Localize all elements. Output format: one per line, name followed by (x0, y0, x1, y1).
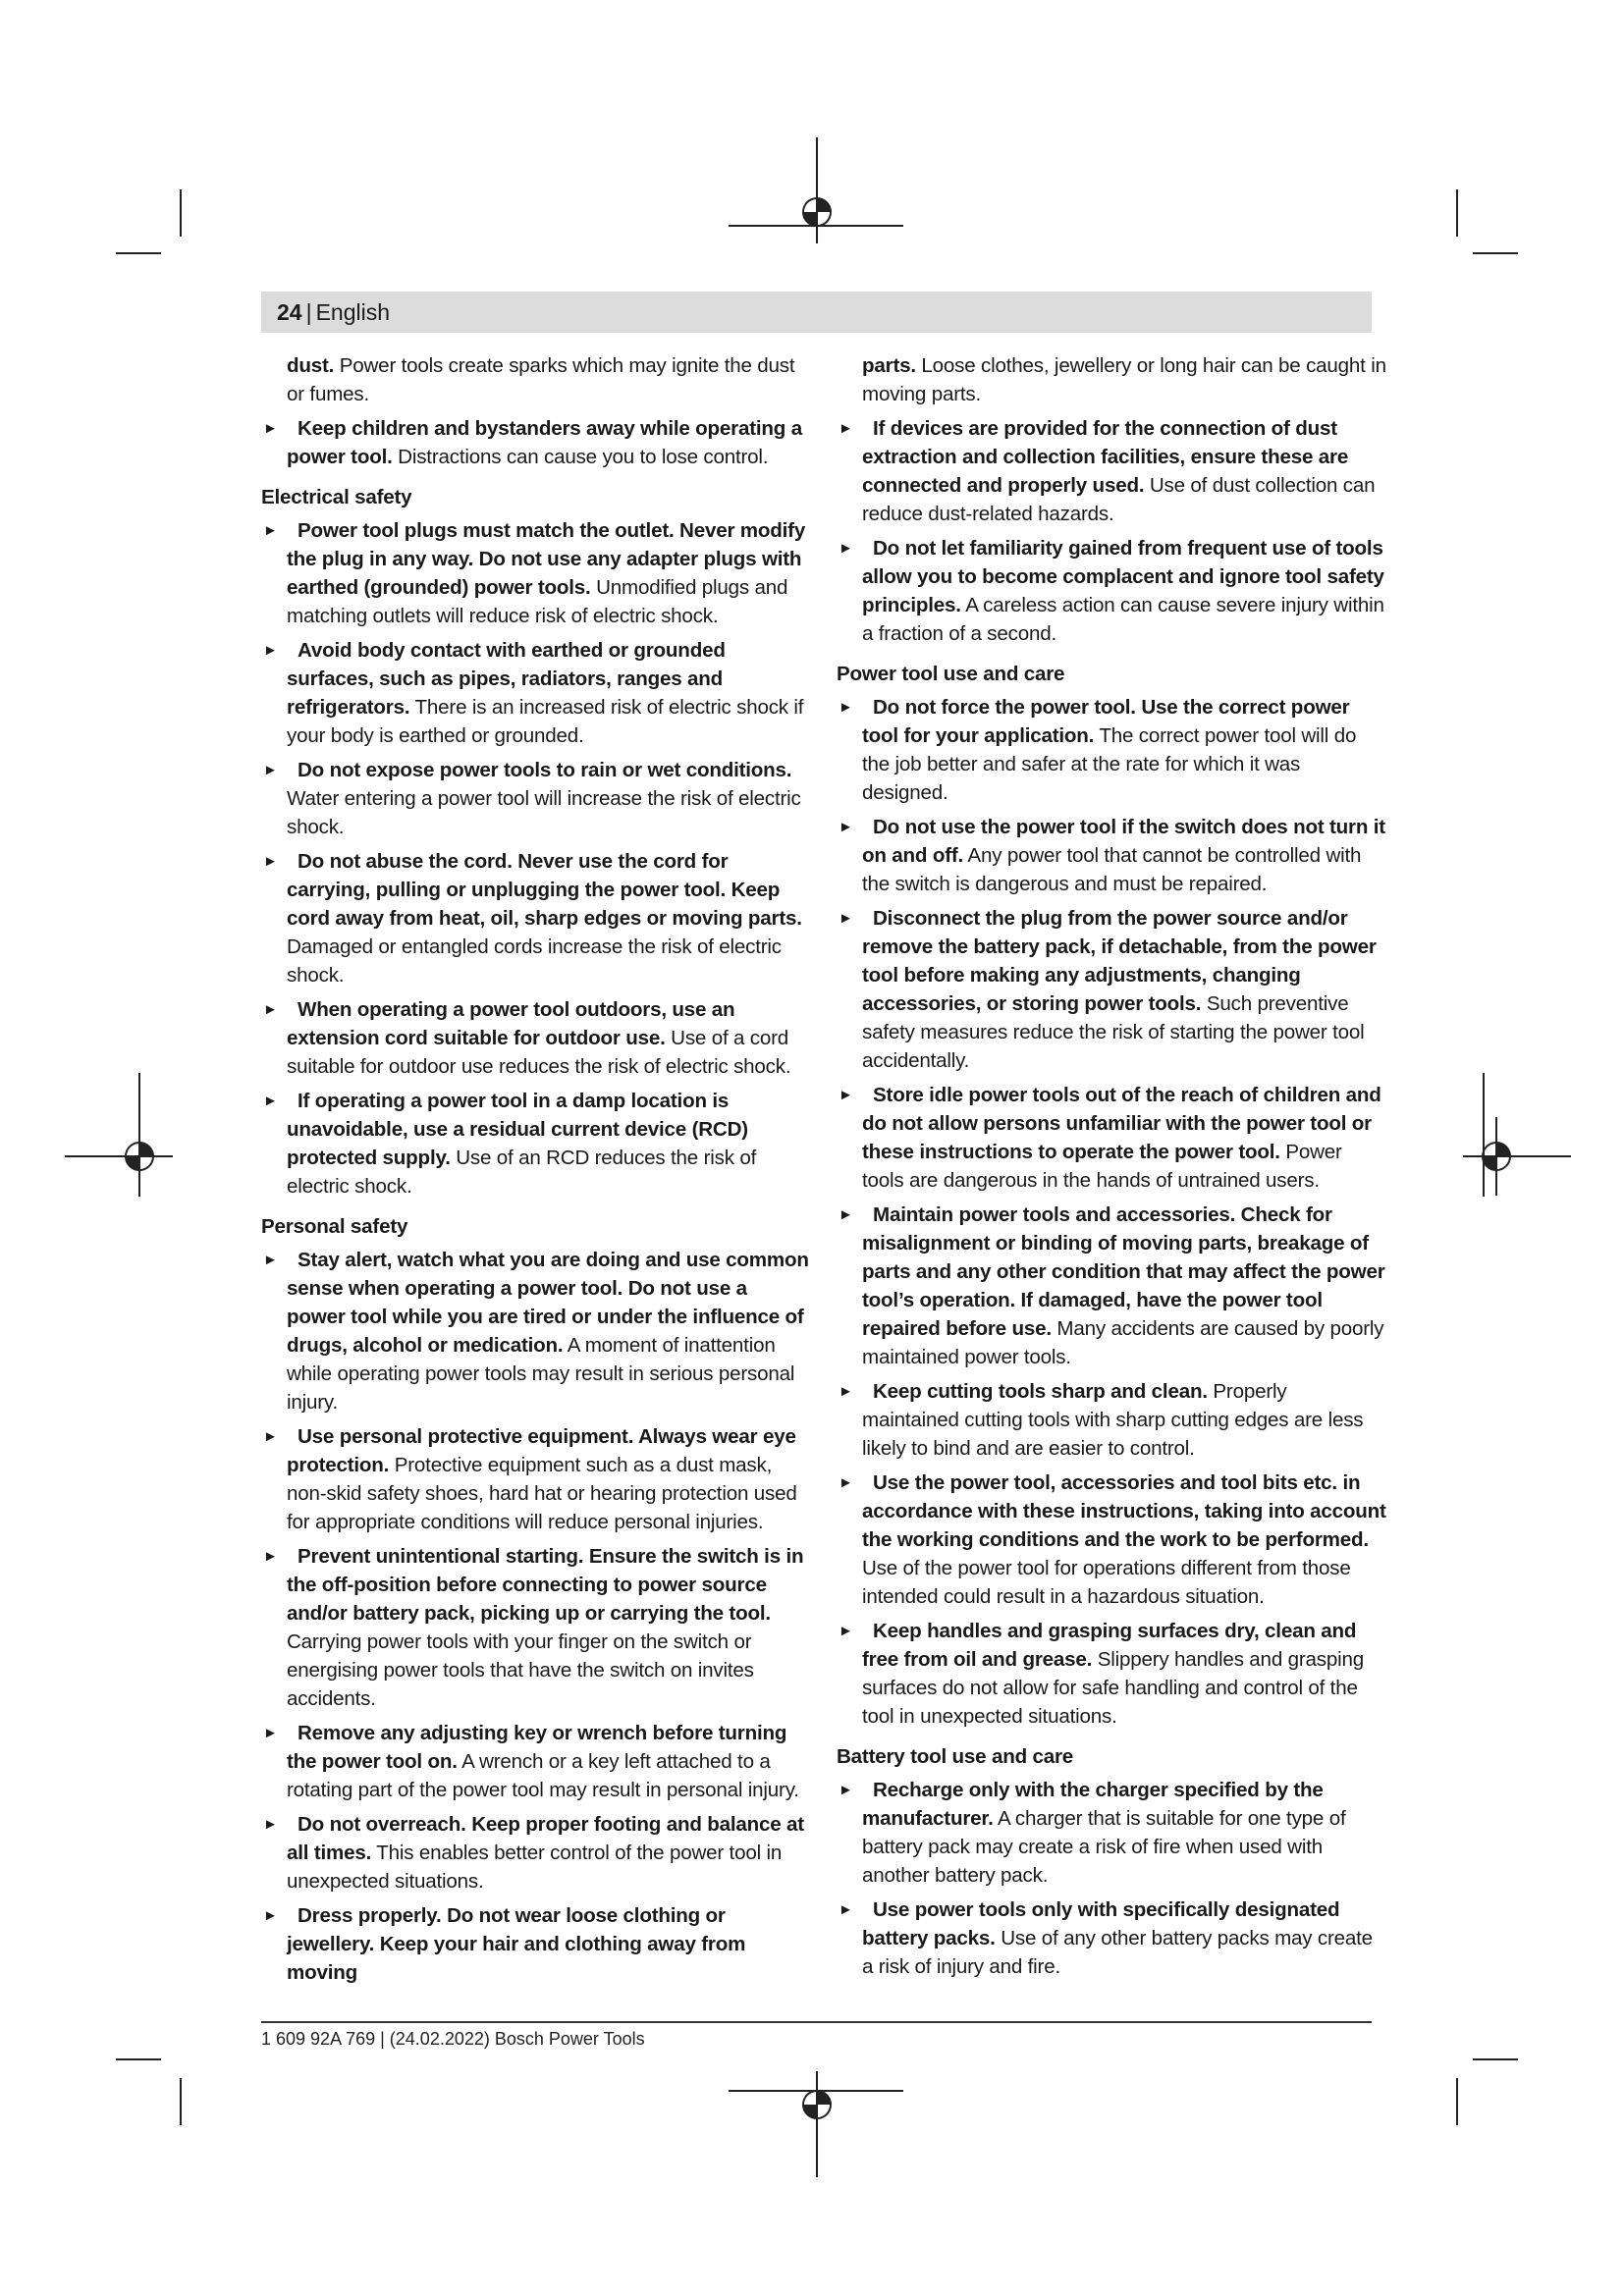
instruction-bold-text: If devices are provided for the connection of dust extraction and collection facilities, ensure these are connected and properly used. (862, 417, 1349, 497)
bullet-arrow-icon: ► (839, 540, 853, 557)
instruction-body-text: Properly maintained cutting tools with sharp cutting edges are less likely to bind and are easier to control. (862, 1380, 1364, 1460)
bullet-arrow-icon: ► (839, 819, 853, 835)
crop-mark (1473, 2058, 1518, 2060)
bullet-arrow-icon: ► (839, 1782, 853, 1798)
instruction-body-text: Protective equipment such as a dust mask, non-skid safety shoes, hard hat or hearing protection used for appropriate conditions will reduce personal injuries. (287, 1454, 797, 1533)
safety-instruction (837, 1377, 1386, 1463)
instruction-body-text: A charger that is suitable for one type of battery pack may create a risk of fire when used with another battery pack. (862, 1807, 1346, 1887)
page-header (261, 292, 1372, 333)
bullet-arrow-icon: ► (263, 1725, 278, 1741)
safety-instruction (261, 756, 811, 841)
safety-instruction (261, 995, 811, 1081)
instruction-body-text: Damaged or entangled cords increase the risk of electric shock. (287, 935, 782, 987)
instruction-body-text: A wrench or a key left attached to a rotating part of the power tool may result in personal injury. (287, 1750, 799, 1801)
instruction-bold-text: Recharge only with the charger specified by the manufacturer. (862, 1779, 1324, 1830)
instruction-body-text: A careless action can cause severe injury within a fraction of a second. (862, 594, 1384, 645)
crop-mark (1473, 252, 1518, 254)
instruction-body-text: The correct power tool will do the job better and safer at the rate for which it was designed. (862, 724, 1357, 804)
bullet-arrow-icon: ► (263, 1816, 278, 1833)
section-heading: Battery tool use and care (837, 1745, 1074, 1768)
bullet-arrow-icon: ► (263, 762, 278, 778)
instruction-body-text: Unmodified plugs and matching outlets will reduce risk of electric shock. (287, 576, 788, 627)
safety-instruction (261, 636, 811, 750)
bullet-arrow-icon: ► (839, 1087, 853, 1103)
instruction-body-text: A moment of inattention while operating power tools may result in serious personal injury. (287, 1334, 795, 1414)
instruction-bold-text: If operating a power tool in a damp location is unavoidable, use a residual current device (RCD) protected supply. (287, 1090, 748, 1169)
instruction-body-text: This enables better control of the power tool in unexpected situations. (287, 1842, 783, 1893)
bullet-arrow-icon: ► (263, 1252, 278, 1268)
instruction-body-text: Use of any other battery packs may create a risk of injury and fire. (862, 1927, 1373, 1978)
safety-instruction (261, 1422, 811, 1536)
instruction-bold-text: Keep children and bystanders away while operating a power tool. (287, 417, 802, 468)
crop-mark (1456, 189, 1458, 237)
instruction-bold-text: Dress properly. Do not wear loose clothing or jewellery. Keep your hair and clothing away from moving (287, 1904, 746, 1984)
safety-instruction (837, 813, 1386, 898)
safety-instruction (837, 1896, 1386, 1981)
bullet-arrow-icon: ► (839, 910, 853, 927)
bullet-arrow-icon: ► (263, 1001, 278, 1018)
instruction-bold-text: Use the power tool, accessories and tool bits etc. in accordance with these instructions, taking into account the working conditions and the work to be performed. (862, 1471, 1386, 1551)
bullet-arrow-icon: ► (263, 522, 278, 539)
footer-rule (261, 2021, 1372, 2023)
instruction-body-text: There is an increased risk of electric shock if your body is earthed or grounded. (287, 696, 804, 747)
crop-mark (180, 2078, 182, 2125)
safety-instruction (261, 1901, 811, 1987)
instruction-body-text: Such preventive safety measures reduce the risk of starting the power tool accidentally. (862, 992, 1365, 1072)
bold-text: parts. (862, 354, 916, 377)
safety-instruction (261, 516, 811, 630)
bullet-arrow-icon: ► (839, 1206, 853, 1223)
instruction-bold-text: Do not expose power tools to rain or wet conditions. (298, 759, 792, 781)
safety-instruction (261, 847, 811, 989)
instruction-body-text: Use of the power tool for operations different from those intended could result in a hazardous situation. (862, 1557, 1351, 1608)
bullet-arrow-icon: ► (263, 1428, 278, 1445)
safety-instruction (837, 1776, 1386, 1890)
bullet-arrow-icon: ► (263, 1093, 278, 1109)
registration-mark-icon (65, 1117, 173, 1196)
instruction-bold-text: Store idle power tools out of the reach of children and do not allow persons unfamiliar with the power tool or these instructions to operate the power tool. (862, 1084, 1381, 1163)
bold-text: dust. (287, 354, 335, 377)
safety-instruction (261, 1087, 811, 1201)
crop-mark (116, 2058, 161, 2060)
instruction-bold-text: Use personal protective equipment. Always wear eye protection. (287, 1425, 796, 1476)
safety-instruction (837, 904, 1386, 1075)
crop-mark (180, 189, 182, 237)
header-language: English (315, 298, 391, 325)
instruction-bold-text: Keep handles and grasping surfaces dry, clean and free from oil and grease. (862, 1620, 1357, 1671)
instruction-body-text: Any power tool that cannot be controlled with the switch is dangerous and must be repaired. (862, 844, 1362, 895)
instruction-body-text: Power tools are dangerous in the hands of untrained users. (862, 1141, 1342, 1192)
safety-instruction (261, 414, 811, 471)
instruction-bold-text: Do not use the power tool if the switch does not turn it on and off. (862, 816, 1385, 867)
instruction-body-text: Many accidents are caused by poorly maintained power tools. (862, 1317, 1384, 1368)
safety-instruction (837, 1617, 1386, 1731)
safety-instruction (837, 693, 1386, 807)
bullet-arrow-icon: ► (839, 1474, 853, 1491)
instruction-bold-text: Avoid body contact with earthed or grounded surfaces, such as pipes, radiators, ranges and refrigerators. (287, 639, 726, 719)
bullet-arrow-icon: ► (263, 642, 278, 659)
bullet-arrow-icon: ► (839, 1623, 853, 1639)
instruction-bold-text: Prevent unintentional starting. Ensure the switch is in the off-position before connecting to power source and/or battery pack, picking up or carrying the tool. (287, 1545, 804, 1625)
instruction-body-text: Use of an RCD reduces the risk of electric shock. (287, 1147, 757, 1198)
instruction-bold-text: Use power tools only with specifically designated battery packs. (862, 1898, 1340, 1949)
instruction-body-text: Water entering a power tool will increase the risk of electric shock. (287, 787, 801, 838)
bullet-arrow-icon: ► (263, 1548, 278, 1565)
instruction-bold-text: When operating a power tool outdoors, use an extension cord suitable for outdoor use. (287, 998, 735, 1049)
bullet-arrow-icon: ► (263, 1907, 278, 1924)
section-heading: Power tool use and care (837, 663, 1065, 685)
section-heading: Electrical safety (261, 486, 412, 508)
instruction-body-text: Slippery handles and grasping surfaces do not allow for safe handling and control of the tool in unexpected situations. (862, 1648, 1364, 1728)
body-text: Power tools create sparks which may ignite the dust or fumes. (287, 354, 795, 405)
bullet-arrow-icon: ► (839, 1901, 853, 1918)
instruction-bold-text: Keep cutting tools sharp and clean. (873, 1380, 1208, 1403)
safety-instruction (261, 1246, 811, 1416)
safety-instruction (261, 1542, 811, 1713)
paragraph-continuation (287, 351, 811, 408)
bullet-arrow-icon: ► (263, 420, 278, 437)
crop-mark (1456, 2078, 1458, 2125)
safety-instruction (837, 1081, 1386, 1195)
page-footer: 1 609 92A 769 | (24.02.2022) Bosch Power Tools (261, 2029, 645, 2049)
instruction-bold-text: Power tool plugs must match the outlet. Never modify the plug in any way. Do not use any adapter plugs with earthed (grounded) power tools. (287, 519, 806, 599)
instruction-bold-text: Do not abuse the cord. Never use the cord for carrying, pulling or unplugging the power tool. Keep cord away from heat, oil, sharp edges or moving parts. (287, 850, 802, 930)
page-number: 24 (277, 298, 302, 325)
instruction-bold-text: Do not overreach. Keep proper footing and balance at all times. (287, 1813, 804, 1864)
right-column (837, 351, 1386, 1987)
instruction-bold-text: Stay alert, watch what you are doing and use common sense when operating a power tool. Do not use a power tool while you are tired or under the influence of drugs, alcohol or medication. (287, 1249, 809, 1357)
paragraph-continuation (862, 351, 1386, 408)
instruction-bold-text: Maintain power tools and accessories. Check for misalignment or binding of moving parts, breakage of parts and any other condition that may affect the power tool’s operation. If damaged, have the power tool repaired before use. (862, 1203, 1385, 1340)
instruction-bold-text: Disconnect the plug from the power source and/or remove the battery pack, if detachable, from the power tool before making any adjustments, changing accessories, or storing power tools. (862, 907, 1377, 1015)
section-heading: Personal safety (261, 1215, 408, 1238)
registration-mark-icon (727, 2071, 903, 2179)
safety-instruction (261, 1810, 811, 1896)
header-separator: | (305, 298, 312, 325)
body-text: Loose clothes, jewellery or long hair can be caught in moving parts. (862, 354, 1386, 405)
instruction-body-text: Use of dust collection can reduce dust-related hazards. (862, 474, 1376, 525)
instruction-body-text: Use of a cord suitable for outdoor use reduces the risk of electric shock. (287, 1027, 791, 1078)
safety-instruction (837, 1468, 1386, 1611)
instruction-bold-text: Do not force the power tool. Use the correct power tool for your application. (862, 696, 1350, 747)
bullet-arrow-icon: ► (263, 853, 278, 870)
registration-mark-icon (1463, 1117, 1571, 1196)
bullet-arrow-icon: ► (839, 699, 853, 716)
bullet-arrow-icon: ► (839, 1383, 853, 1400)
safety-instruction (837, 1201, 1386, 1371)
safety-instruction (837, 414, 1386, 528)
instruction-body-text: Distractions can cause you to lose control. (392, 446, 769, 468)
instruction-body-text: Carrying power tools with your finger on the switch or energising power tools that have the switch on invites accidents. (287, 1630, 754, 1710)
registration-mark-icon (727, 137, 903, 245)
safety-instruction (261, 1719, 811, 1804)
instruction-bold-text: Do not let familiarity gained from frequent use of tools allow you to become complacent and ignore tool safety principles. (862, 537, 1384, 616)
left-column (261, 351, 811, 1993)
safety-instruction (837, 534, 1386, 648)
instruction-bold-text: Remove any adjusting key or wrench before turning the power tool on. (287, 1722, 787, 1773)
crop-mark (116, 252, 161, 254)
bullet-arrow-icon: ► (839, 420, 853, 437)
